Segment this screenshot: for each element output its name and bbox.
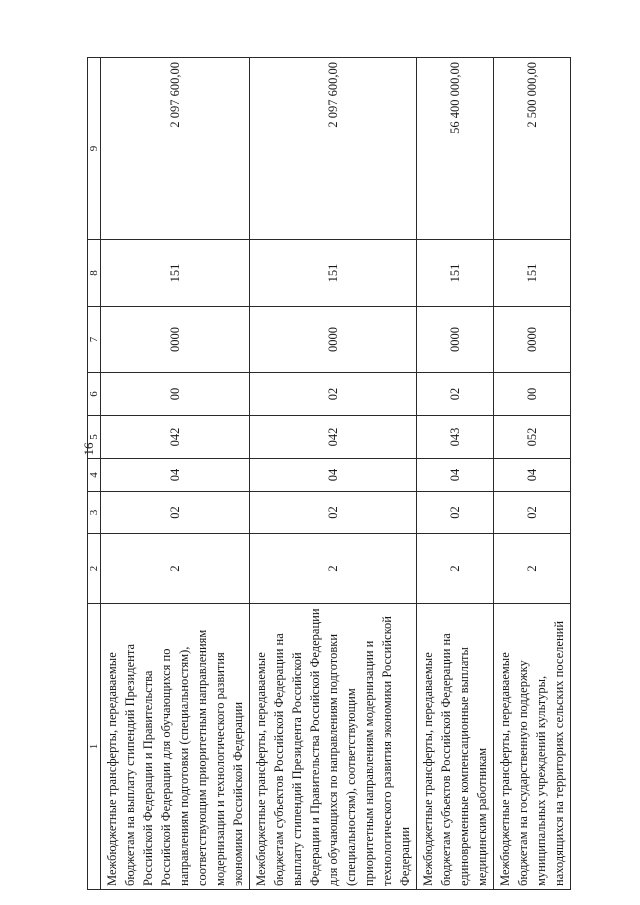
row-code-2: 2: [417, 534, 494, 604]
row-code-6: 00: [101, 373, 250, 416]
row-code-5: 042: [101, 416, 250, 459]
row-code-8: 151: [417, 240, 494, 307]
row-code-6: 02: [417, 373, 494, 416]
row-code-4: 04: [494, 459, 571, 492]
row-code-3: 02: [494, 492, 571, 534]
row-code-5: 042: [250, 416, 417, 459]
header-row: [88, 58, 101, 890]
row-code-3: 02: [250, 492, 417, 534]
header-col-1: 1: [88, 604, 101, 890]
table-row: [494, 58, 571, 890]
row-code-4: 04: [101, 459, 250, 492]
row-code-7: 0000: [101, 307, 250, 373]
row-code-8: 151: [494, 240, 571, 307]
row-code-7: 0000: [494, 307, 571, 373]
budget-table: [87, 57, 571, 890]
row-code-8: 151: [250, 240, 417, 307]
table-row: [250, 58, 417, 890]
header-col-9: 9: [88, 58, 101, 240]
row-name: Межбюджетные трансферты, передаваемые бюджетам на выплату стипендий Президента Российской Федерации и Правительства Российской Федерации для обучающихся по направлениям подготовки (специальностям), соответствующим приоритетным направлениям модернизации и технологического развития экономики Российской Федерации: [101, 604, 250, 890]
row-code-6: 00: [494, 373, 571, 416]
row-name: Межбюджетные трансферты, передаваемые бюджетам на государственную поддержку муниципальных учреждений культуры, находящихся на территориях сельских поселений: [494, 604, 571, 890]
row-code-3: 02: [417, 492, 494, 534]
header-col-2: 2: [88, 534, 101, 604]
header-col-7: 7: [88, 307, 101, 373]
row-code-2: 2: [101, 534, 250, 604]
header-col-5: 5: [88, 416, 101, 459]
row-code-5: 052: [494, 416, 571, 459]
header-col-8: 8: [88, 240, 101, 307]
row-code-7: 0000: [417, 307, 494, 373]
row-amount: 2 097 600,00: [250, 58, 417, 240]
row-code-2: 2: [494, 534, 571, 604]
row-name: Межбюджетные трансферты, передаваемые бюджетам субъектов Российской Федерации на выплату стипендий Президента Российской Федерации и Правительства Российской Федерации для обучающихся по направлениям подготовки (специальностям), соответствующим приоритетным направлениям модернизации и технологического развития экономики Российской Федерации: [250, 604, 417, 890]
row-code-4: 04: [417, 459, 494, 492]
row-amount: 56 400 000,00: [417, 58, 494, 240]
row-code-7: 0000: [250, 307, 417, 373]
row-code-8: 151: [101, 240, 250, 307]
header-col-3: 3: [88, 492, 101, 534]
header-col-6: 6: [88, 373, 101, 416]
row-code-3: 02: [101, 492, 250, 534]
row-code-4: 04: [250, 459, 417, 492]
row-amount: 2 500 000,00: [494, 58, 571, 240]
row-amount: 2 097 600,00: [101, 58, 250, 240]
page-number: 16: [81, 442, 96, 456]
row-code-6: 02: [250, 373, 417, 416]
budget-table-container: [87, 58, 566, 890]
row-name: Межбюджетные трансферты, передаваемые бюджетам субъектов Российской Федерации на единовременные компенсационные выплаты медицинским работникам: [417, 604, 494, 890]
row-code-2: 2: [250, 534, 417, 604]
header-col-4: 4: [88, 459, 101, 492]
table-row: [101, 58, 250, 890]
row-code-5: 043: [417, 416, 494, 459]
table-row: [417, 58, 494, 890]
